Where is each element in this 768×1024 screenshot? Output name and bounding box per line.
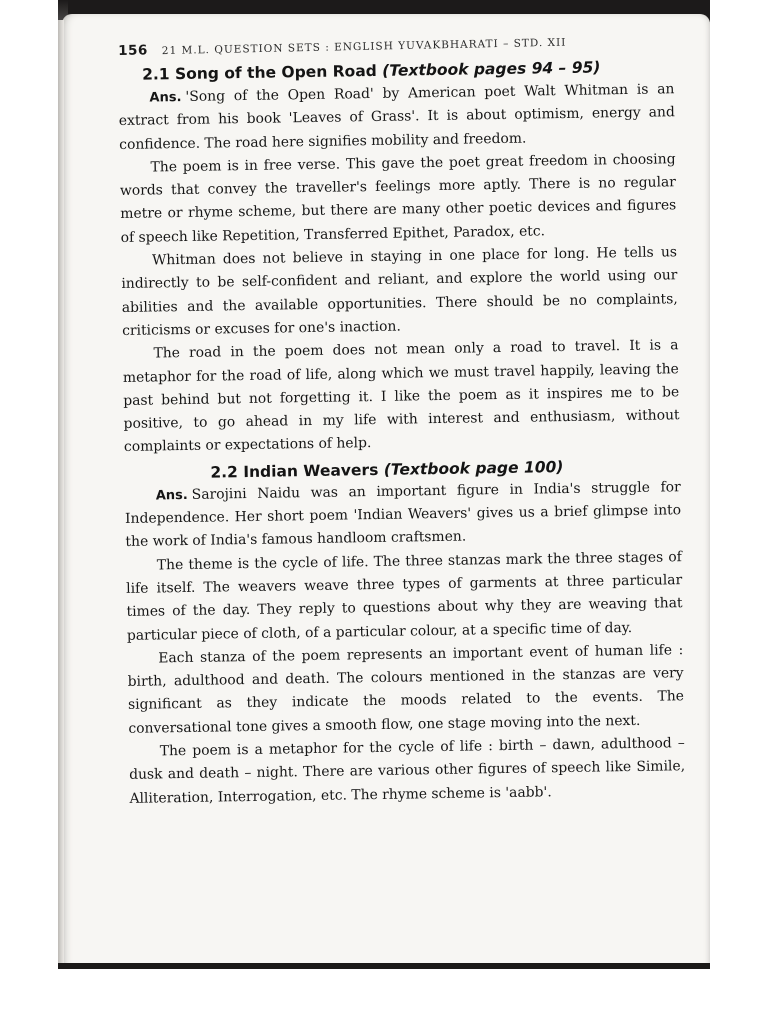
running-title: 21 M.L. QUESTION SETS : ENGLISH YUVAKBHARATI – STD. XII — [161, 36, 567, 58]
page-number: 156 — [118, 42, 149, 59]
textbook-page-reference: (Textbook pages 94 – 95) — [382, 58, 601, 80]
paragraph — [119, 148, 676, 250]
paragraph-text: The poem is a metaphor for the cycle of life : birth – dawn, adulthood – dusk and death – night. There are various other figures of speech like Simile, Alliteration, Interrogation, etc. The rhyme scheme is 'aabb'. — [129, 735, 686, 807]
paragraph — [122, 334, 680, 459]
paragraph — [126, 546, 683, 648]
page-content — [118, 57, 686, 811]
paragraph-text: 'Song of the Open Road' by American poet Walt Whitman is an extract from his book 'Leaves of Grass'. It is about optimism, energy and confidence. The road here signifies mobility and freedom. — [118, 81, 675, 153]
answer-label: Ans. — [155, 487, 188, 504]
section-title: 2.2 Indian Weavers — [210, 460, 379, 482]
paragraph-text: Sarojini Naidu was an important figure in India's struggle for Independence. Her short poem 'Indian Weavers' gives us a brief glimpse into the work of India's famous handloom craftsmen. — [124, 478, 682, 551]
paragraph-text: The theme is the cycle of life. The three stanzas mark the three stages of life itself. The weavers weave three types of garments at three particular times of the day. They reply to questions about why they are weaving that particular piece of cloth, of a particular colour, at a specific time of day. — [126, 548, 683, 644]
paragraph — [129, 732, 686, 811]
paragraph-text: The road in the poem does not mean only a road to travel. It is a metaphor for the road of life, along which we must travel happily, leaving the past behind but not forgetting it. I like the poem as it inspires me to be positive, to go ahead in my life with interest and enthusiasm, without complaints or expectations of help. — [122, 337, 680, 456]
paragraph-text: Whitman does not believe in staying in one place for long. He tells us indirectly to be self-confident and reliant, and explore the world using our abilities and the available opportunities. There should be no complaints, criticisms or excuses for one's inaction. — [121, 244, 678, 339]
page-spine-shadow — [58, 20, 64, 968]
textbook-page-reference: (Textbook page 100) — [383, 457, 564, 479]
paragraph-text: Each stanza of the poem represents an important event of human life : birth, adulthood and death. The colours mentioned in the stanzas are very significant as they indicate the moods related to the events. The conversational tone gives a smooth flow, one stage moving into the next. — [127, 642, 685, 737]
answer-label: Ans. — [149, 90, 182, 106]
paragraph-text: The poem is in free verse. This gave the poet great freedom in choosing words that convey the traveller's feelings more aptly. There is no regular metre or rhyme scheme, but there are many other poetic devices and figures of speech like Repetition, Transferred Epithet, Paradox, etc. — [119, 151, 677, 246]
paragraph — [118, 78, 675, 157]
paragraph — [127, 639, 684, 741]
paragraph — [125, 476, 682, 555]
scan-background-bottom — [58, 963, 710, 969]
paragraph — [121, 241, 678, 343]
section-title: 2.1 Song of the Open Road — [141, 61, 377, 84]
